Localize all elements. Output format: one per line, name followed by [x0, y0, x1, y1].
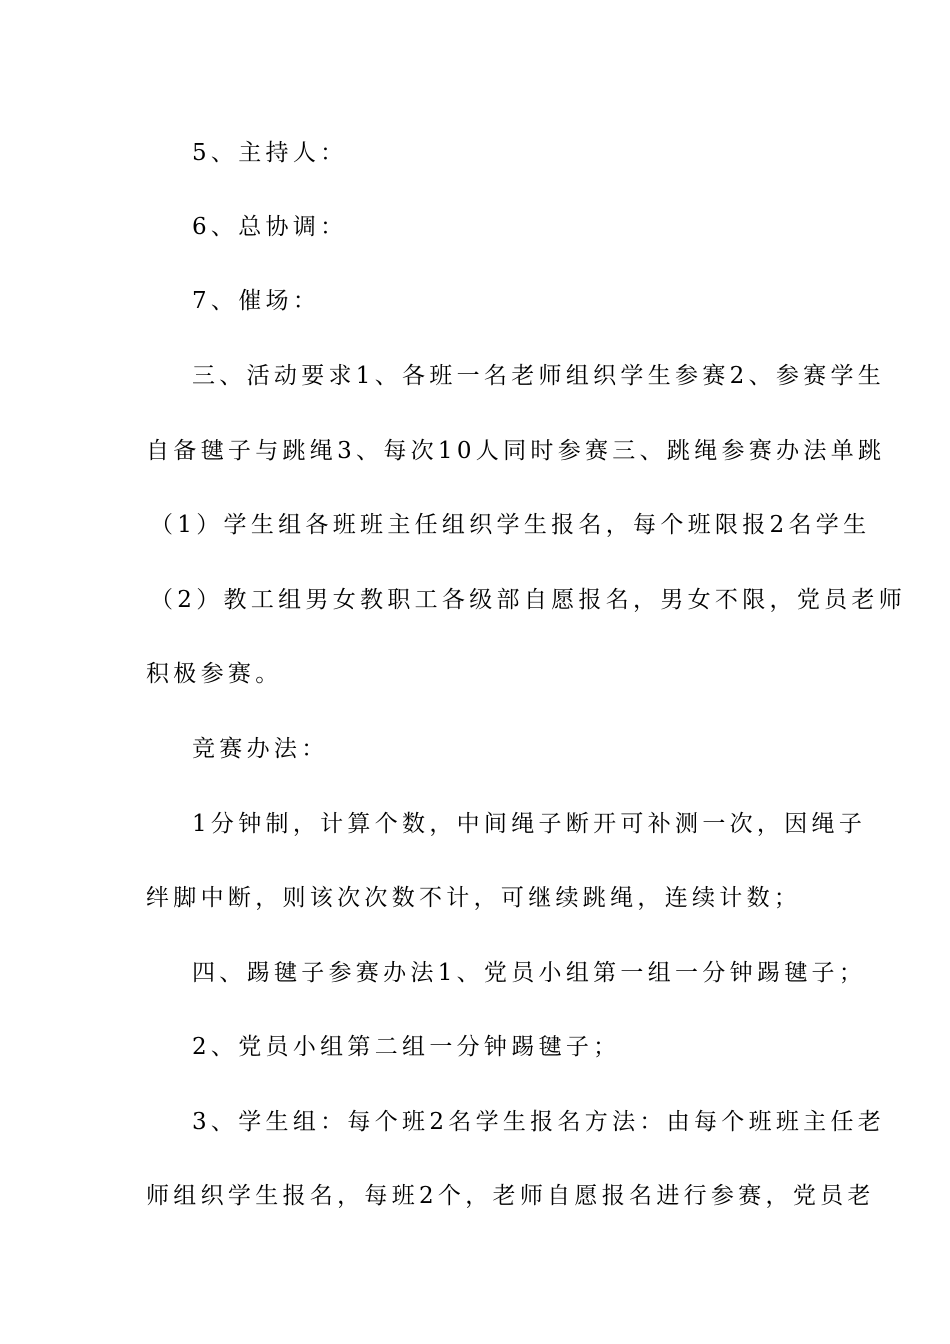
student-registration-line-2: 师组织学生报名，每班2个，老师自愿报名进行参赛，党员老 — [146, 1183, 875, 1209]
rope-rule-line-2: 绊脚中断，则该次次数不计，可继续跳绳，连续计数； — [146, 885, 802, 911]
section-requirements-line-2: 自备毽子与跳绳3、每次10人同时参赛三、跳绳参赛办法单跳 — [146, 438, 886, 464]
shuttlecock-section-line: 四、踢毽子参赛办法1、党员小组第一组一分钟踢毽子； — [192, 960, 867, 986]
item-host: 5、主持人： — [192, 140, 348, 166]
staff-group-line-2: 积极参赛。 — [146, 661, 283, 687]
competition-method-heading: 竞赛办法： — [192, 736, 329, 762]
student-group-line: （1）学生组各班班主任组织学生报名，每个班限报2名学生 — [150, 512, 871, 538]
rope-rule-line-1: 1分钟制，计算个数，中间绳子断开可补测一次，因绳子 — [192, 811, 867, 837]
item-coordinator: 6、总协调： — [192, 214, 348, 240]
staff-group-line-1: （2）教工组男女教职工各级部自愿报名，男女不限，党员老师 — [150, 587, 907, 613]
party-group-2-line: 2、党员小组第二组一分钟踢毽子； — [192, 1034, 621, 1060]
student-registration-line-1: 3、学生组：每个班2名学生报名方法：由每个班班主任老 — [192, 1109, 886, 1135]
section-requirements-line-1: 三、活动要求1、各班一名老师组织学生参赛2、参赛学生 — [192, 363, 886, 389]
item-stage-manager: 7、催场： — [192, 288, 321, 314]
